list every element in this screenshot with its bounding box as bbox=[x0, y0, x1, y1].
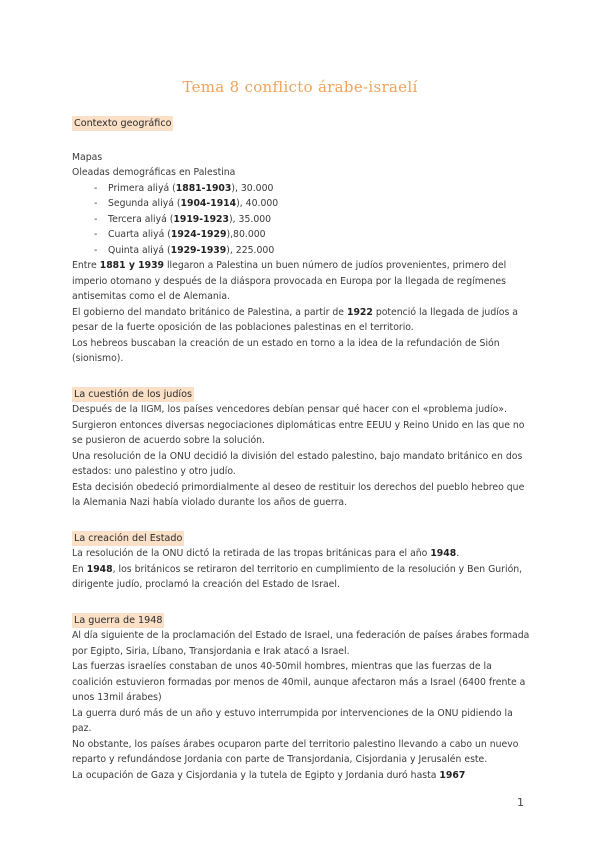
section-heading-wrap bbox=[72, 531, 534, 547]
paragraph: Las fuerzas israelíes constaban de unos 40-50mil hombres, mientras que las fuerzas de la coalición estuvieron formadas por menos de 40mil, aunque afectaron más a Israel (6400 frente a unos 13mil árabes) bbox=[72, 661, 526, 703]
paragraph: Los hebreos buscaban la creación de un estado en torno a la idea de la refundación de Sión (sionismo). bbox=[72, 337, 500, 364]
section-heading: La guerra de 1948 bbox=[74, 614, 163, 626]
list-item: - Quinta aliyá (1929-1939), 225.000 bbox=[94, 243, 534, 259]
section-heading-wrap bbox=[72, 613, 534, 629]
list-item: - Primera aliyá (1881-1903), 30.000 bbox=[94, 181, 534, 197]
list-item: - Segunda aliyá (1904-1914), 40.000 bbox=[94, 196, 534, 212]
paragraph: Una resolución de la ONU decidió la división del estado palestino, bajo mandato británico en dos estados: uno palestino y otro judío. bbox=[72, 450, 523, 477]
paragraph: Oleadas demográficas en Palestina bbox=[72, 167, 236, 178]
document-title: Tema 8 conflicto árabe-israelí bbox=[182, 78, 418, 96]
paragraph: En 1948, los británicos se retiraron del territorio en cumplimiento de la resolución y Ben Gurión, dirigente judío, proclamó la creación del Estado de Israel. bbox=[72, 563, 523, 590]
section-heading-wrap bbox=[72, 387, 534, 403]
page-number: 1 bbox=[517, 796, 524, 809]
paragraph: Al día siguiente de la proclamación del Estado de Israel, una federación de países árabes formada por Egipto, Siria, Líbano, Transjordania e Irak atacó a Israel. bbox=[72, 630, 530, 657]
paragraph: El gobierno del mandato británico de Palestina, a partir de 1922 potenció la llegada de judíos a pesar de la fuerte oposición de las poblaciones palestinas en el territorio. bbox=[72, 306, 518, 333]
paragraph: Mapas bbox=[72, 151, 103, 163]
list-item: - Tercera aliyá (1919-1923), 35.000 bbox=[94, 212, 534, 228]
paragraph: Esta decisión obedeció primordialmente al deseo de restituir los derechos del pueblo hebreo que la Alemania Nazi había violado durante los años de guerra. bbox=[72, 481, 525, 508]
paragraph: La resolución de la ONU dictó la retirada de las tropas británicas para el año 1948. bbox=[72, 548, 460, 559]
section-heading: La cuestión de los judíos bbox=[74, 388, 192, 400]
paragraph: La guerra duró más de un año y estuvo interrumpida por intervenciones de la ONU pidiendo la paz. bbox=[72, 707, 513, 734]
list-item: - Cuarta aliyá (1924-1929),80.000 bbox=[94, 227, 534, 243]
paragraph: Después de la IIGM, los países vencedores debían pensar qué hacer con el «problema judío». bbox=[72, 404, 507, 415]
section-heading: Contexto geográfico bbox=[74, 118, 172, 129]
bullet-list bbox=[72, 181, 534, 259]
section-heading: La creación del Estado bbox=[74, 532, 183, 544]
paragraph: La ocupación de Gaza y Cisjordania y la tutela de Egipto y Jordania duró hasta 1967 bbox=[72, 769, 466, 781]
paragraph: Surgieron entonces diversas negociaciones diplomáticas entre EEUU y Reino Unido en las que no se pusieron de acuerdo sobre la solución. bbox=[72, 419, 525, 446]
section-heading-wrap bbox=[72, 116, 534, 132]
paragraph: No obstante, los países árabes ocuparon parte del territorio palestino llevando a cabo un nuevo reparto y refundándose Jordania con parte de Transjordania, Cisjordania y Jerusalén este. bbox=[72, 738, 519, 765]
document-body bbox=[72, 116, 534, 783]
paragraph: Entre 1881 y 1939 llegaron a Palestina un buen número de judíos provenientes, primero del imperio otomano y después de la diáspora provocada en Europa por la llegada de regímenes antisemitas como el de Alemania. bbox=[72, 260, 507, 302]
